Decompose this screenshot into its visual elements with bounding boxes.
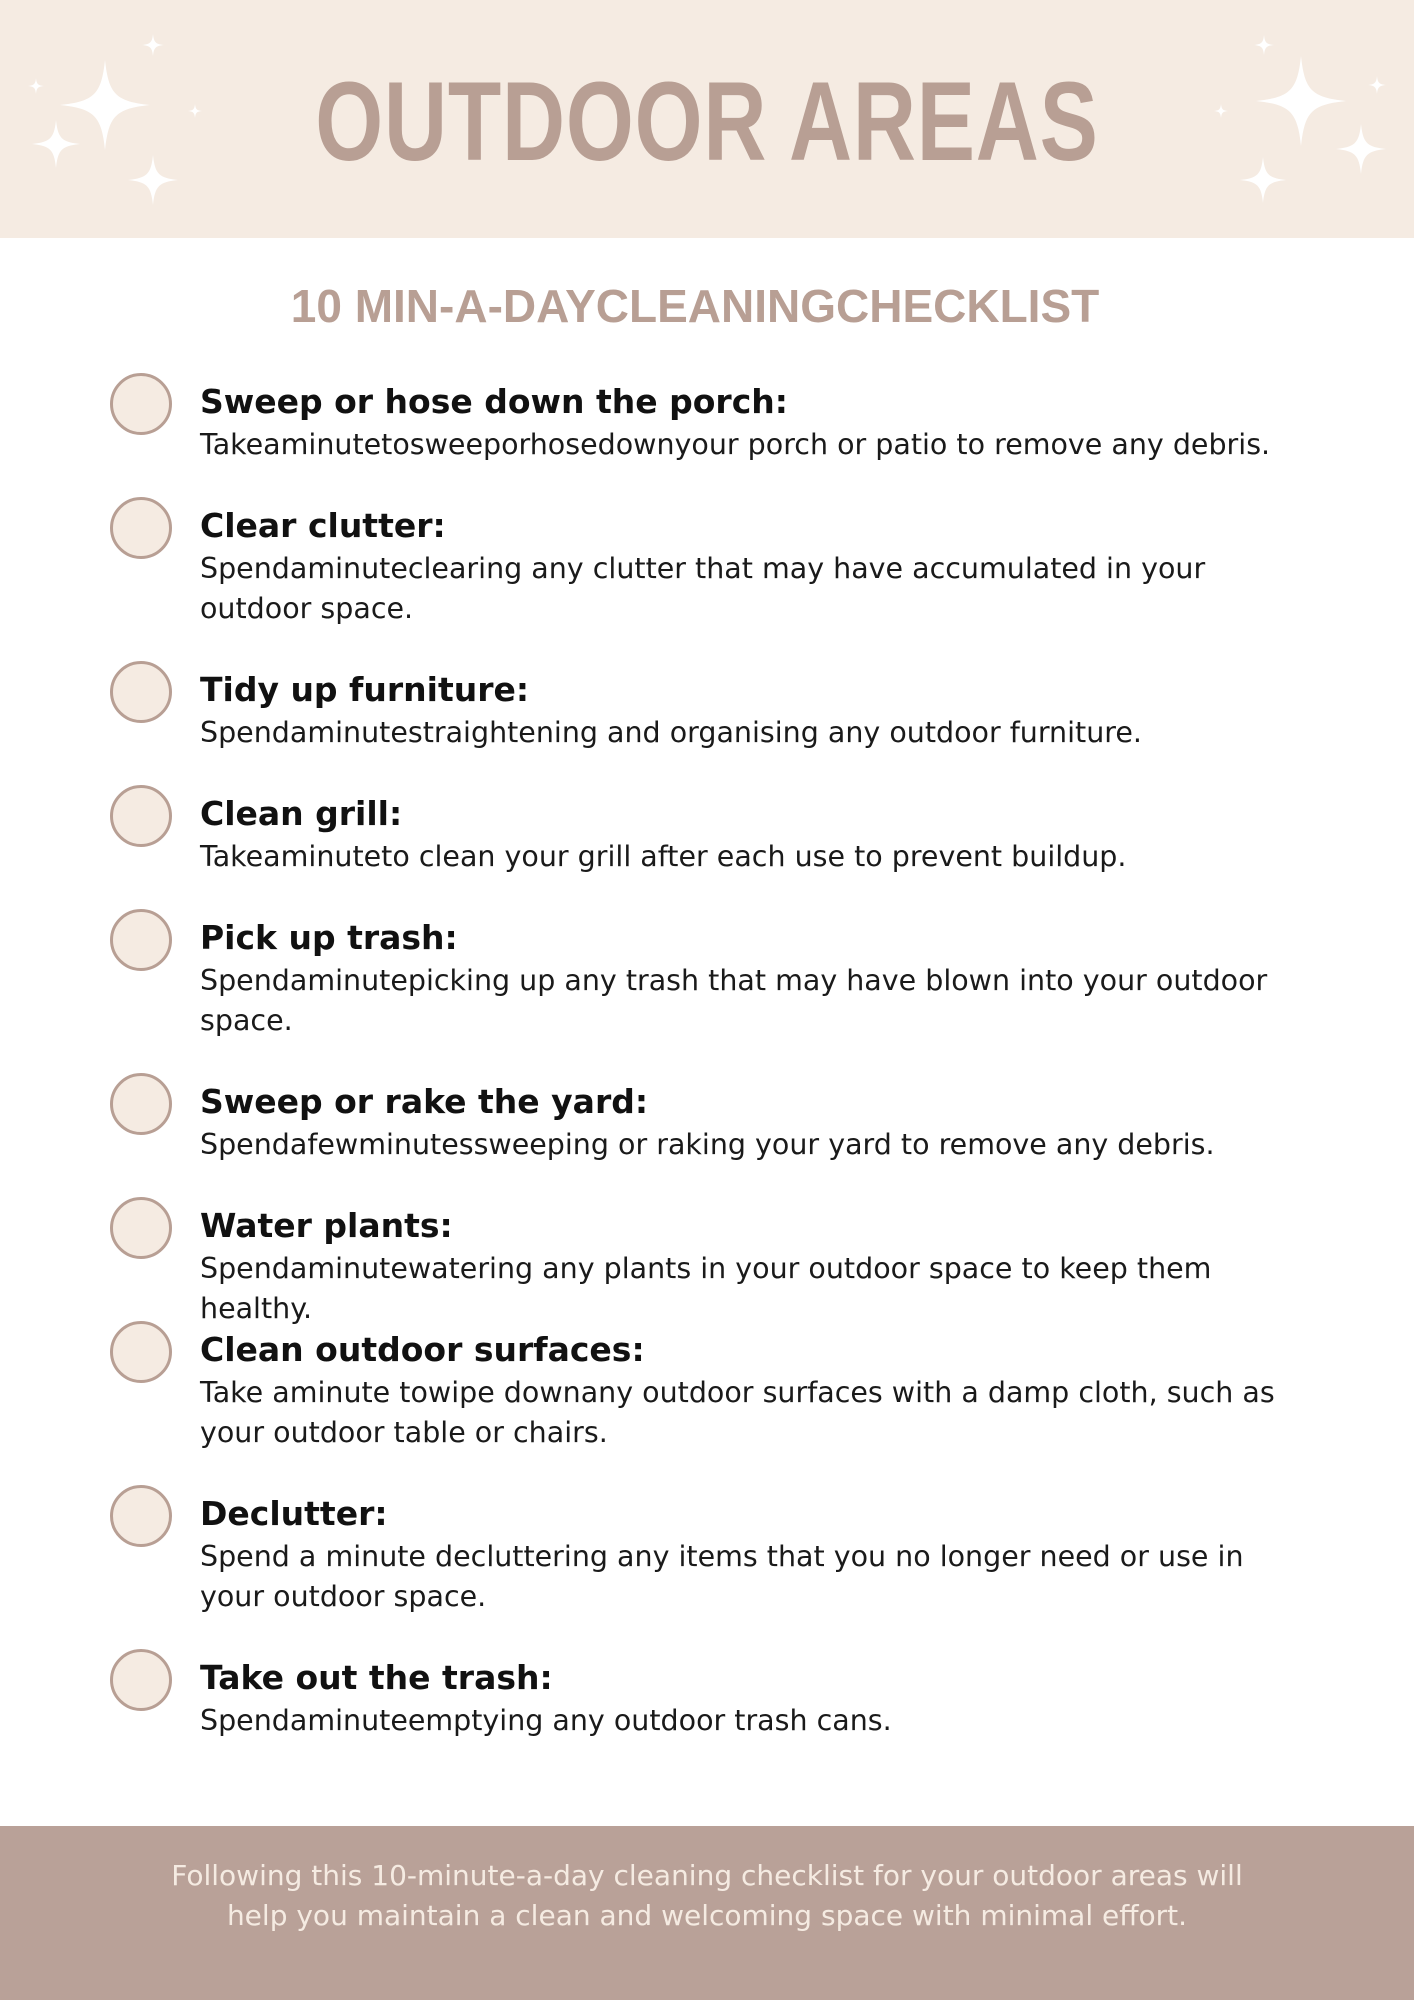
checklist-item-description: Spend a minute decluttering any items that you no longer need or use in your outdoor space. [200, 1540, 1244, 1613]
checkbox-circle-icon[interactable] [110, 785, 172, 847]
checklist-item-title: Tidy up furniture: [200, 670, 530, 709]
sparkle-icon [142, 34, 164, 56]
checklist-item-title: Clear clutter: [200, 506, 446, 545]
sparkle-icon [1336, 122, 1386, 176]
checklist-item-title: Clean outdoor surfaces: [200, 1330, 645, 1369]
checkbox-circle-icon[interactable] [110, 1197, 172, 1259]
checklist-item-description: Spendaminutestraightening and organising any outdoor furniture. [200, 716, 1142, 749]
checklist-item-description: Take aminute towipe downany outdoor surfaces with a damp cloth, such as your outdoor table or chairs. [200, 1376, 1275, 1449]
sparkle-icon [1254, 34, 1274, 56]
page-title: OUTDOOR AREAS [315, 59, 1099, 184]
footer-note: Following this 10-minute-a-day cleaning checklist for your outdoor areas will help you maintain a clean and welcoming space with minimal effort. [171, 1859, 1243, 1932]
sparkle-icon [32, 120, 80, 168]
checklist-item-title: Clean grill: [200, 794, 403, 833]
checklist-subtitle: 10 MIN-A-DAYCLEANINGCHECKLIST [290, 280, 1100, 332]
checklist-item-title: Sweep or rake the yard: [200, 1082, 649, 1121]
checkbox-circle-icon[interactable] [110, 497, 172, 559]
checkbox-circle-icon[interactable] [110, 1073, 172, 1135]
checklist-item-description: Takeaminuteto clean your grill after each use to prevent buildup. [200, 840, 1127, 873]
header-banner [0, 0, 1414, 238]
checklist-item-title: Declutter: [200, 1494, 388, 1533]
checklist-item-title: Pick up trash: [200, 918, 458, 957]
checklist-item-description: Spendaminuteemptying any outdoor trash cans. [200, 1704, 892, 1737]
sparkle-icon [1368, 76, 1386, 94]
checkbox-circle-icon[interactable] [110, 1485, 172, 1547]
sparkle-icon [28, 78, 44, 94]
checkbox-circle-icon[interactable] [110, 661, 172, 723]
checklist-item-description: Spendaminuteclearing any clutter that may have accumulated in your outdoor space. [200, 552, 1206, 625]
checkbox-circle-icon[interactable] [110, 909, 172, 971]
checkbox-circle-icon[interactable] [110, 373, 172, 435]
checklist-item-description: Spendaminutepicking up any trash that may have blown into your outdoor space. [200, 964, 1268, 1037]
checklist-item-description: Spendafewminutessweeping or raking your yard to remove any debris. [200, 1128, 1215, 1161]
footer-banner [0, 1826, 1414, 2000]
checkbox-circle-icon[interactable] [110, 1649, 172, 1711]
checklist-item-title: Water plants: [200, 1206, 453, 1245]
checklist-item-description: Spendaminutewatering any plants in your outdoor space to keep them healthy. [200, 1252, 1212, 1325]
checkbox-circle-icon[interactable] [110, 1321, 172, 1383]
sparkle-icon [1256, 56, 1346, 146]
checklist-item-title: Take out the trash: [200, 1658, 553, 1697]
checklist-item-description: Takeaminutetosweeporhosedownyour porch or patio to remove any debris. [200, 428, 1271, 461]
checklist-item-title: Sweep or hose down the porch: [200, 382, 788, 421]
